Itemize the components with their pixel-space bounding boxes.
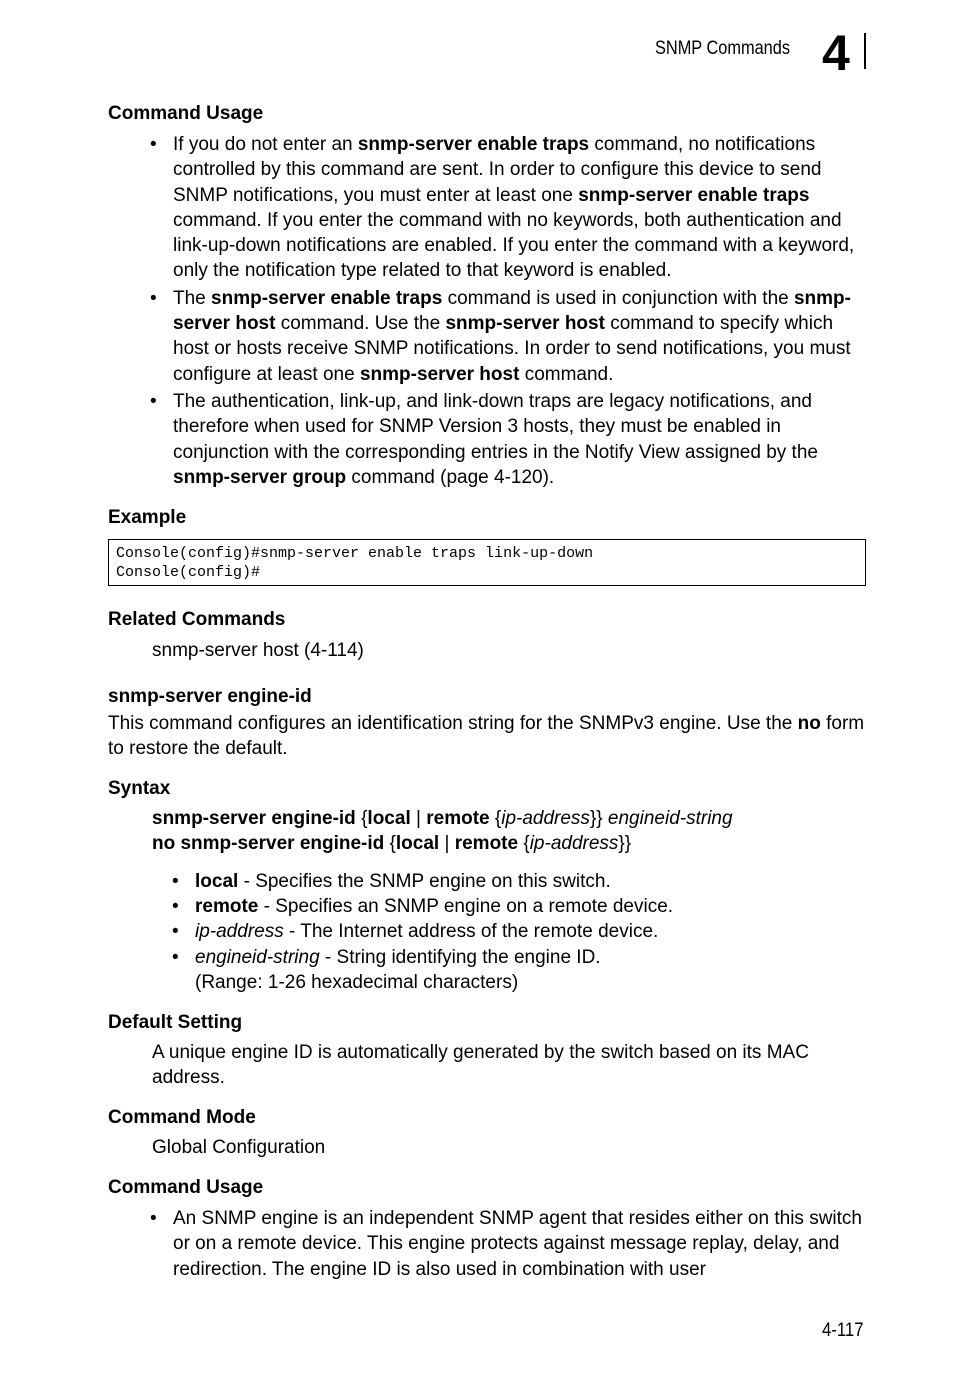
italic-text: engineid-string: [195, 946, 320, 968]
text-run: - Specifies the SNMP engine on this switch.: [238, 871, 611, 892]
text-run: If you do not enter an: [173, 134, 358, 155]
running-header-title: SNMP Commands: [655, 38, 791, 59]
command-usage-list: [150, 132, 870, 492]
command-usage-list-2: [150, 1206, 870, 1284]
text-run: }}: [618, 833, 632, 854]
text-run: - The Internet address of the remote device.: [283, 921, 659, 943]
text-run: {: [389, 833, 396, 854]
bold-text: local: [367, 808, 411, 829]
bold-text: remote: [454, 833, 519, 854]
parameter-list: [172, 869, 872, 995]
list-item: [150, 286, 870, 387]
italic-text: ip-address: [529, 833, 619, 854]
text-run: form to restore the default.: [108, 713, 865, 760]
text-run: |: [439, 833, 455, 854]
bold-text: local: [395, 833, 440, 854]
bold-text: local: [195, 871, 239, 892]
text-run: command is used in conjunction with the: [442, 287, 794, 309]
list-item: [172, 919, 872, 944]
syntax-line-2: [152, 831, 631, 856]
text-run: {: [489, 808, 502, 829]
bold-text: snmp-server host: [359, 363, 520, 385]
text-run: This command configures an identification string for the SNMPv3 engine. Use the: [108, 713, 798, 734]
default-setting-heading: Default Setting: [108, 1012, 243, 1033]
chapter-marker-bar: [864, 33, 866, 69]
bold-text: snmp-server engine-id: [152, 808, 362, 829]
text-run: |: [410, 808, 427, 829]
text-run: (Range: 1-26 hexadecimal characters): [195, 971, 519, 993]
code-line: Console(config)#snmp-server enable traps link-up-down: [116, 545, 594, 562]
text-run: An SNMP engine is an independent SNMP agent that resides either on this switch or on a remote device. This engine protects against message replay, delay, and redirection. The engine ID is also used in combination with user: [173, 1208, 862, 1280]
list-item: [172, 869, 872, 894]
text-run: command, no notifications controlled by this command are sent. In order to configure this device to send SNMP notifications, you must enter at least one: [173, 134, 822, 206]
text-run: command to specify which host or hosts receive SNMP notifications. In order to send notifications, you must configure at least one: [173, 313, 851, 385]
bold-text: snmp-server enable traps: [357, 134, 590, 155]
command-mode-text: Global Configuration: [152, 1137, 326, 1158]
text-run: {: [361, 808, 368, 829]
list-item: [172, 945, 872, 995]
bold-text: snmp-server group: [173, 466, 347, 488]
text-run: - Specifies an SNMP engine on a remote device.: [258, 896, 674, 918]
bold-text: snmp-server enable traps: [211, 287, 443, 309]
italic-text: ip-address: [501, 808, 590, 829]
bold-text: remote: [426, 808, 490, 829]
related-command-link[interactable]: snmp-server host (4-114): [152, 640, 364, 661]
example-code-block: [108, 539, 866, 586]
list-item: [150, 1206, 870, 1282]
list-item: [150, 389, 870, 490]
bold-text: snmp-server enable traps: [578, 184, 810, 206]
chapter-number: 4: [822, 25, 850, 81]
code-line: Console(config)#: [116, 564, 261, 581]
italic-text: ip-address: [195, 921, 284, 943]
list-item: [172, 894, 872, 919]
related-commands-heading: Related Commands: [108, 609, 286, 630]
text-run: - String identifying the engine ID.: [319, 946, 601, 968]
command-title: snmp-server engine-id: [108, 686, 312, 707]
text-run: command. If you enter the command with no keywords, both authentication and link-up-down notifications are enabled. If you enter the command with a keyword, only the notification type related to that keyword is enabled.: [173, 209, 855, 282]
bold-text: snmp-server host: [445, 313, 605, 335]
bold-text: no: [797, 713, 821, 734]
text-run: {: [518, 833, 530, 854]
bold-text: remote: [195, 896, 259, 918]
text-run: }}: [589, 808, 608, 829]
bold-text: snmp-server host: [173, 287, 851, 335]
text-run: command.: [519, 363, 614, 385]
command-mode-heading: Command Mode: [108, 1107, 256, 1128]
text-run: command (page 4-120).: [346, 466, 555, 488]
example-heading: Example: [108, 507, 187, 528]
text-run: The authentication, link-up, and link-down traps are legacy notifications, and therefore when used for SNMP Version 3 hosts, they must be enabled in conjunction with the corresponding entries in the Notify View assigned by the: [173, 390, 818, 463]
text-run: The: [173, 287, 212, 309]
command-usage-heading-2: Command Usage: [108, 1177, 264, 1198]
page-number: 4-117: [822, 1320, 864, 1341]
text-run: command. Use the: [275, 313, 446, 335]
syntax-heading: Syntax: [108, 778, 171, 799]
italic-text: engineid-string: [607, 808, 733, 829]
command-description: [108, 711, 868, 762]
bold-text: no snmp-server engine-id: [152, 833, 390, 854]
list-item: [150, 132, 870, 284]
default-setting-text: A unique engine ID is automatically generated by the switch based on its MAC address.: [152, 1042, 809, 1089]
syntax-line-1: [152, 806, 733, 831]
command-usage-heading: Command Usage: [108, 103, 264, 124]
